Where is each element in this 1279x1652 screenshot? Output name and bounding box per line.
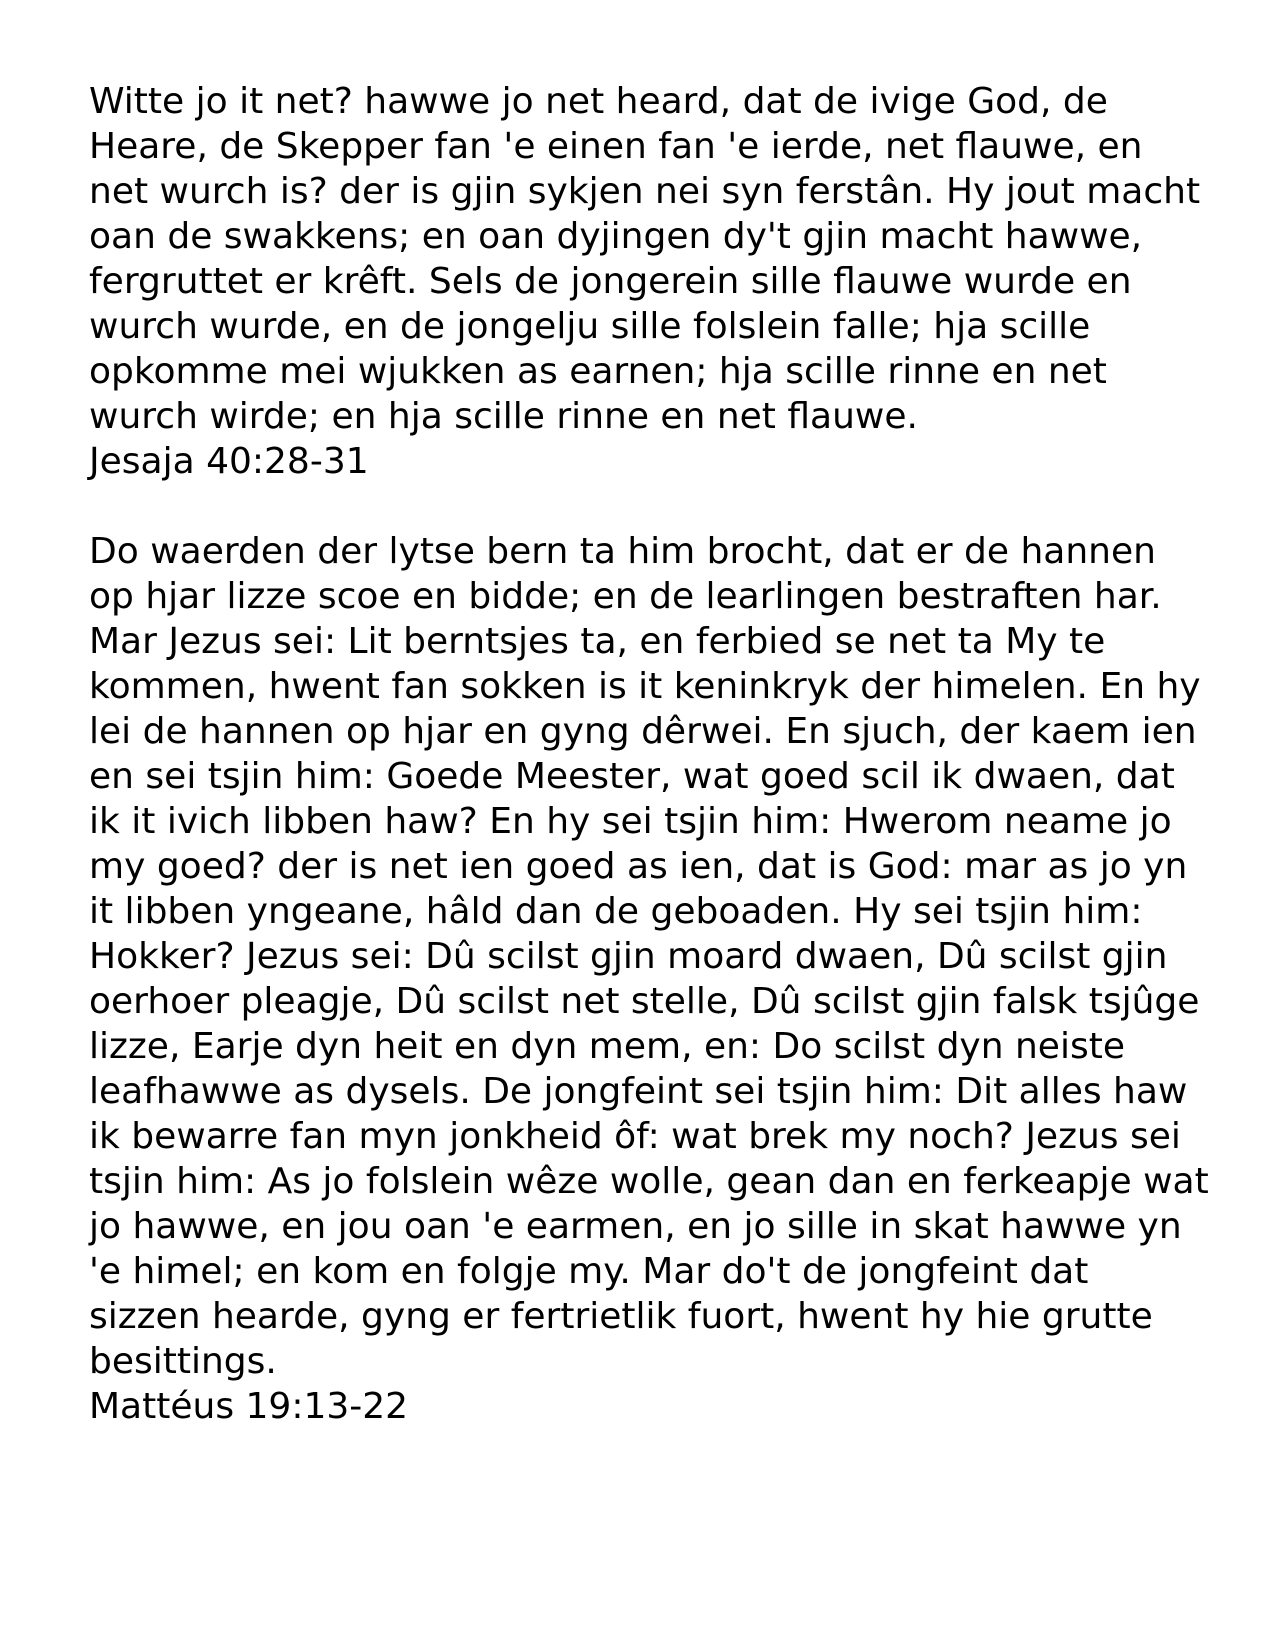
passage-text: Witte jo it net? hawwe jo net heard, dat de ivige God, de Heare, de Skepper fan 'e einen fan 'e ierde, net flauwe, en net wurch is? der is gjin sykjen nei syn ferstân. Hy jout macht oan de swakkens; en oan dyjingen dy't gjin macht hawwe, fergruttet er krêft. Sels de jongerein sille flauwe wurde en wurch wurde, en de jongelju sille folslein falle; hja scille opkomme mei wjukken as earnen; hja scille rinne en net wurch wirde; en hja scille rinne en net flauwe. <box>89 81 1201 437</box>
passage-text: Do waerden der lytse bern ta him brocht, dat er de hannen op hjar lizze scoe en bidde; en de learlingen bestraften har. Mar Jezus sei: Lit berntsjes ta, en ferbied se net ta My te kommen, hwent fan sokken is it keninkryk der himelen. En hy lei de hannen op hjar en gyng dêrwei. En sjuch, der kaem ien en sei tsjin him: Goede Meester, wat goed scil ik dwaen, dat ik it ivich libben haw? En hy sei tsjin him: Hwerom neame jo my goed? der is net ien goed as ien, dat is God: mar as jo yn it libben yngeane, hâld dan de geboaden. Hy sei tsjin him: Hokker? Jezus sei: Dû scilst gjin moard dwaen, Dû scilst gjin oerhoer pleagje, Dû scilst net stelle, Dû scilst gjin falsk tsjûge lizze, Earje dyn heit en dyn mem, en: Do scilst dyn neiste leafhawwe as dysels. De jongfeint sei tsjin him: Dit alles haw ik bewarre fan myn jonkheid ôf: wat brek my noch? Jezus sei tsjin him: As jo folslein wêze wolle, gean dan en ferkeapje wat jo hawwe, en jou oan 'e earmen, en jo sille in skat hawwe yn 'e himel; en kom en folgje my. Mar do't de jongfeint dat sizzen hearde, gyng er fertrietlik fuort, hwent hy hie grutte besittings. <box>89 531 1209 1382</box>
passage-matthew <box>89 529 1209 1429</box>
passage-reference: Mattéus 19:13-22 <box>89 1386 409 1427</box>
document-page <box>89 79 1209 1474</box>
passage-reference: Jesaja 40:28-31 <box>89 441 369 482</box>
passage-isaiah <box>89 79 1209 484</box>
